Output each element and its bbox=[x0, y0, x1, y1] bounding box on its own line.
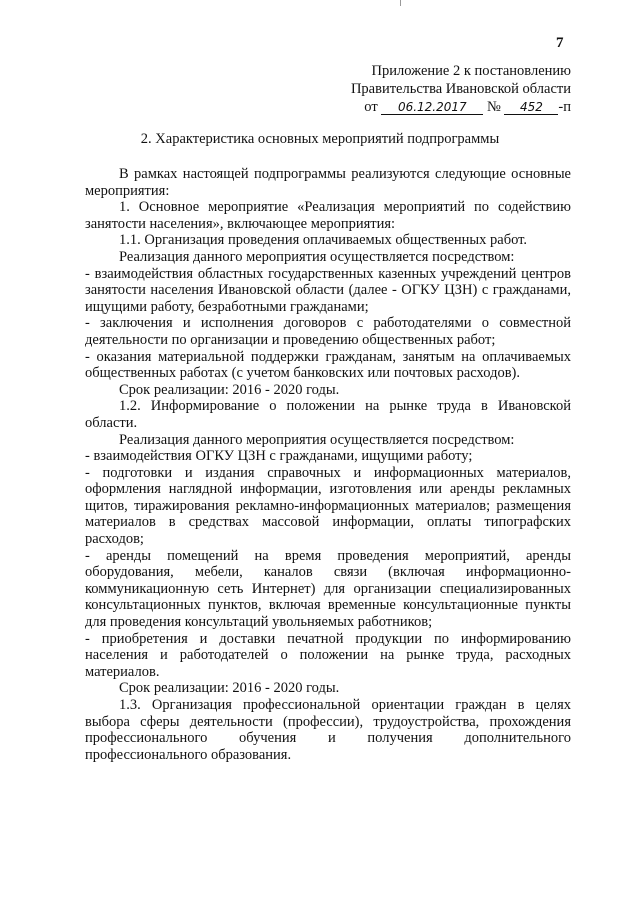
paragraph: - взаимодействия ОГКУ ЦЗН с гражданами, ищущими работу; bbox=[85, 448, 473, 465]
page-number: 7 bbox=[556, 35, 564, 51]
paragraph: Реализация данного мероприятия осуществляется посредством: bbox=[119, 431, 515, 448]
date-prefix: от bbox=[364, 99, 378, 115]
number-handwritten: 452 bbox=[504, 100, 558, 115]
paragraph: - подготовки и издания справочных и информационных материалов, оформления наглядной информации, изготовления или аренды рекламных щитов, тиражирования рекламно-информационных материалов; размещения материалов в средствах массовой информации, оплаты типографских расходов; bbox=[85, 464, 571, 548]
paragraph: 1.3. Организация профессиональной ориентации граждан в целях выбора сферы деятельности (профессии), трудоустройства, прохождения профессионального обучения и получения дополнительного профессионального образования. bbox=[85, 697, 571, 763]
body-text bbox=[85, 166, 571, 763]
appendix-line-1: Приложение 2 к постановлению bbox=[371, 63, 571, 79]
paragraph: - оказания материальной поддержки гражданам, занятым на оплачиваемых общественных работах (с учетом банковских или почтовых расходов). bbox=[85, 348, 571, 382]
paragraph: - взаимодействия областных государственных казенных учреждений центров занятости населения Ивановской области (далее - ОГКУ ЦЗН) с гражданами, ищущими работу, безработными гражданами; bbox=[85, 265, 571, 315]
paragraph: 1. Основное мероприятие «Реализация мероприятий по содействию занятости населения», включающее мероприятия: bbox=[85, 199, 571, 232]
paragraph: 1.2. Информирование о положении на рынке труда в Ивановской области. bbox=[85, 398, 571, 431]
date-handwritten: 06.12.2017 bbox=[381, 100, 483, 115]
paragraph: Реализация данного мероприятия осуществляется посредством: bbox=[119, 248, 515, 265]
section-heading: 2. Характеристика основных мероприятий подпрограммы bbox=[140, 131, 500, 147]
paragraph: - заключения и исполнения договоров с работодателями о совместной деятельности по организации и проведению общественных работ; bbox=[85, 315, 571, 348]
paragraph: Срок реализации: 2016 - 2020 годы. bbox=[119, 680, 340, 697]
number-prefix: № bbox=[486, 99, 501, 115]
paragraph: - аренды помещений на время проведения мероприятий, аренды оборудования, мебели, каналов связи (включая информационно-коммуникационную сеть Интернет) для организации специализированных консультационных пунктов, включая временные консультационные пункты для проведения консультаций увольняемых работников; bbox=[85, 547, 571, 631]
appendix-header bbox=[331, 62, 571, 116]
paragraph: - приобретения и доставки печатной продукции по информированию населения и работодателей о положении на рынке труда, расходных материалов. bbox=[85, 630, 571, 680]
scan-mark bbox=[400, 0, 401, 6]
paragraph: 1.1. Организация проведения оплачиваемых общественных работ. bbox=[119, 232, 528, 249]
appendix-line-2: Правительства Ивановской области bbox=[350, 81, 571, 97]
number-suffix: -п bbox=[558, 99, 571, 115]
paragraph: Срок реализации: 2016 - 2020 годы. bbox=[119, 381, 340, 398]
paragraph: В рамках настоящей подпрограммы реализуются следующие основные мероприятия: bbox=[85, 166, 571, 199]
appendix-date-line bbox=[331, 98, 571, 116]
